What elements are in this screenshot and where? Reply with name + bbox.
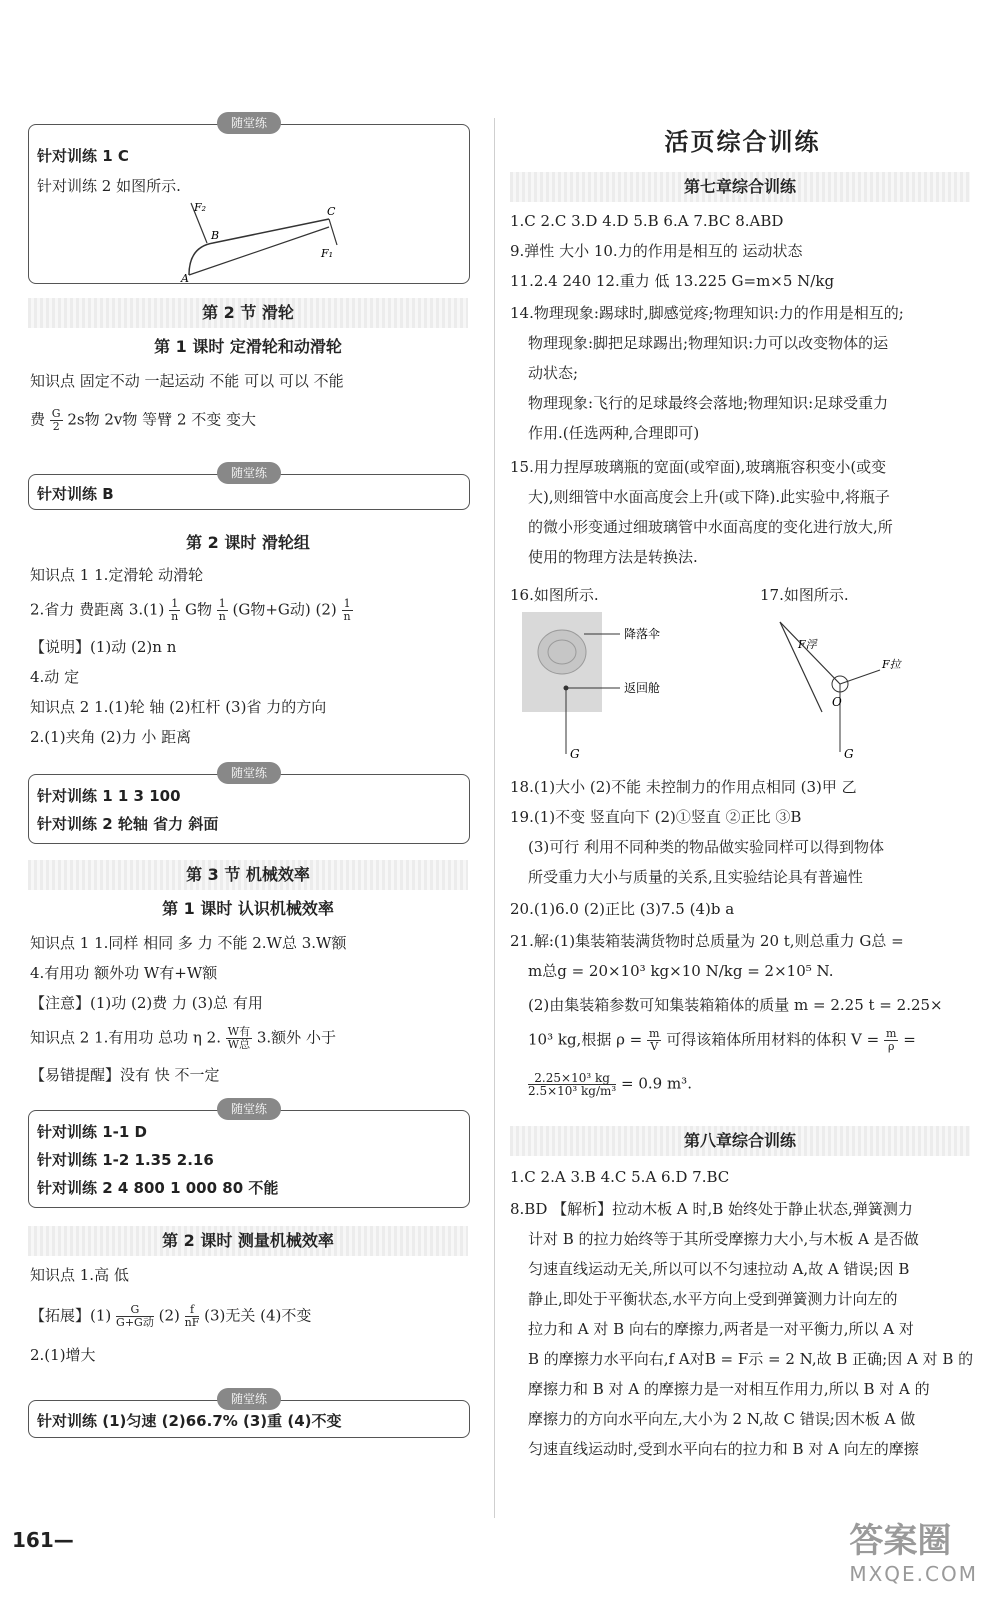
badge: 随堂练 (217, 1388, 281, 1410)
answer-line: 针对训练 2 轮轴 省力 斜面 (37, 815, 219, 833)
note-line: 【易错提醒】没有 快 不一定 (30, 1066, 220, 1084)
text: G物 (184, 600, 212, 619)
answer-line: 拉力和 A 对 B 向右的摩擦力,两者是一对平衡力,所以 A 对 (528, 1320, 914, 1338)
practice-box-2 (28, 466, 470, 510)
badge: 随堂练 (217, 112, 281, 134)
answer-line: 21.解:(1)集装箱装满货物时总质量为 20 t,则总重力 G总 = (510, 932, 904, 950)
numerator: m (886, 1027, 897, 1040)
badge: 随堂练 (217, 462, 281, 484)
fraction: $\frac{1}{n}$ (343, 597, 351, 623)
knowledge-line (30, 1026, 336, 1051)
numerator: G (116, 1304, 154, 1317)
label-F2: F₂ (194, 201, 207, 214)
fraction (884, 1028, 898, 1053)
text: (2) (158, 1306, 180, 1325)
knowledge-line: 2.(1)增大 (30, 1346, 96, 1364)
answer-line: 匀速直线运动无关,所以可以不匀速拉动 A,故 A 错误;因 B (528, 1260, 910, 1278)
knowledge-line: 知识点 2 1.(1)轮 轴 (2)杠杆 (3)省 力的方向 (30, 698, 327, 716)
answer-line: 静止,即处于平衡状态,水平方向上受到弹簧测力计向左的 (528, 1290, 898, 1308)
lesson-title: 第 1 课时 认识机械效率 (162, 899, 334, 918)
watermark (849, 1513, 978, 1586)
force-diagram-17 (760, 612, 960, 762)
numerator: 2.25×10³ kg (528, 1072, 616, 1085)
numerator: f (185, 1304, 200, 1317)
answer-line: 针对训练 1 1 3 100 (37, 787, 181, 805)
watermark-logo: 答案圈 (849, 1521, 952, 1561)
note-line (30, 1304, 311, 1329)
answer-line: 计对 B 的拉力始终等于其所受摩擦力大小,与木板 A 是否做 (528, 1230, 919, 1248)
practice-box-4 (28, 1102, 470, 1208)
label-B: B (211, 229, 220, 242)
fraction (528, 1072, 616, 1097)
answer-line: 物理现象:飞行的足球最终会落地;物理知识:足球受重力 (528, 394, 889, 412)
answer-line: 大),则细管中水面高度会上升(或下降).此实验中,将瓶子 (528, 488, 890, 506)
text: 3.额外 小于 (256, 1028, 336, 1047)
knowledge-line: 4.有用功 额外功 W有+W额 (30, 964, 218, 982)
practice-box-1 (28, 116, 470, 284)
page-number-text: 161 (12, 1528, 54, 1552)
label-F1: F₁ (321, 247, 334, 260)
label-G: G (570, 747, 580, 761)
page-main-title: 活页综合训练 (664, 128, 821, 156)
denominator: n (171, 610, 179, 623)
watermark-url: MXQE.COM (849, 1562, 978, 1586)
answer-line: 针对训练 (1)匀速 (2)66.7% (3)重 (4)不变 (37, 1412, 342, 1430)
answer-line: 针对训练 1-1 D (37, 1123, 147, 1141)
question-17: 17.如图所示. (760, 586, 849, 604)
label-C: C (327, 205, 336, 218)
answer-line: 1.C 2.A 3.B 4.C 5.A 6.D 7.BC (510, 1168, 730, 1186)
answer-line: B 的摩擦力水平向右,f A对B = F示 = 2 N,故 B 正确;因 A 对 B 的 (528, 1350, 974, 1368)
practice-box-5 (28, 1392, 470, 1438)
text: = 0.9 m³. (621, 1074, 692, 1093)
fraction (116, 1304, 154, 1329)
answer-line: 9.弹性 大小 10.力的作用是相互的 运动状态 (510, 242, 803, 260)
lesson-title: 第 1 课时 定滑轮和动滑轮 (154, 337, 342, 356)
label-O: O (832, 695, 842, 709)
answer-line: 针对训练 B (37, 485, 114, 503)
section-title: 第 3 节 机械效率 (28, 860, 468, 890)
answer-line: 所受重力大小与质量的关系,且实验结论具有普遍性 (528, 868, 863, 886)
knowledge-line: 知识点 1 1.定滑轮 动滑轮 (30, 566, 204, 584)
answer-line: 针对训练 1 C (37, 147, 129, 165)
column-divider (494, 118, 495, 1518)
answer-line: 针对训练 2 4 800 1 000 80 不能 (37, 1179, 279, 1197)
note-line: 【说明】(1)动 (2)n n (30, 638, 177, 656)
answer-line: 针对训练 1-2 1.35 2.16 (37, 1151, 214, 1169)
fraction (185, 1304, 200, 1329)
denominator: V (650, 1040, 659, 1053)
label-Fn: F拉 (882, 658, 901, 671)
text: = (903, 1030, 916, 1049)
knowledge-line (30, 598, 353, 623)
answer-line: 20.(1)6.0 (2)正比 (3)7.5 (4)b a (510, 900, 735, 918)
lesson-title: 第 2 课时 滑轮组 (186, 533, 310, 552)
answer-line: 物理现象:脚把足球踢出;物理知识:力可以改变物体的运 (528, 334, 889, 352)
knowledge-line (30, 408, 256, 433)
answer-line: 匀速直线运动时,受到水平向右的拉力和 B 对 A 向左的摩擦 (528, 1440, 919, 1458)
answer-line: 15.用力捏厚玻璃瓶的宽面(或窄面),玻璃瓶容积变小(或变 (510, 458, 887, 476)
text: 【拓展】(1) (30, 1306, 112, 1325)
denominator: W总 (227, 1038, 251, 1051)
numerator: W有 (227, 1025, 251, 1038)
text: 2s物 2v物 等臂 2 不变 变大 (67, 410, 257, 429)
answer-line (528, 1028, 916, 1053)
practice-box-3 (28, 766, 470, 844)
fraction (226, 1026, 252, 1051)
lever-force-diagram (169, 197, 349, 282)
chapter-title: 第八章综合训练 (510, 1126, 970, 1156)
label-A: A (181, 272, 189, 282)
answer-line: 19.(1)不变 竖直向下 (2)①竖直 ②正比 ③B (510, 808, 802, 826)
denominator: 2 (52, 420, 60, 433)
label-G: G (844, 747, 854, 761)
answer-line (528, 1072, 692, 1097)
answer-line: 11.2.4 240 12.重力 低 13.225 G=m×5 N/kg (510, 272, 835, 290)
badge: 随堂练 (217, 762, 281, 784)
answer-line: 8.BD 【解析】拉动木板 A 时,B 始终处于静止状态,弹簧测力 (510, 1200, 913, 1218)
numerator: 1 (171, 597, 179, 610)
fraction (169, 598, 180, 623)
lesson-title: 第 2 课时 测量机械效率 (28, 1226, 468, 1256)
denominator: G+G动 (116, 1316, 154, 1329)
label-umbrella: 降落伞 (624, 627, 661, 641)
knowledge-line: 2.(1)夹角 (2)力 小 距离 (30, 728, 192, 746)
answer-line: 摩擦力和 B 对 A 的摩擦力是一对相互作用力,所以 B 对 A 的 (528, 1380, 930, 1398)
label-Fb: F浮 (798, 638, 817, 651)
answer-line: (3)可行 利用不同种类的物品做实验同样可以得到物体 (528, 838, 885, 856)
parachute-diagram (522, 612, 722, 762)
answer-line: 18.(1)大小 (2)不能 未控制力的作用点相同 (3)甲 乙 (510, 778, 857, 796)
knowledge-line: 知识点 固定不动 一起运动 不能 可以 可以 不能 (30, 372, 344, 390)
answer-line: 摩擦力的方向水平向左,大小为 2 N,故 C 错误;因木板 A 做 (528, 1410, 916, 1428)
denominator: 2.5×10³ kg/m³ (528, 1084, 617, 1098)
fraction (50, 408, 63, 433)
chapter-title: 第七章综合训练 (510, 172, 970, 202)
note-line: 【注意】(1)功 (2)费 力 (3)总 有用 (30, 994, 263, 1012)
answer-line: 1.C 2.C 3.D 4.D 5.B 6.A 7.BC 8.ABD (510, 212, 784, 230)
answer-line: 14.物理现象:踢球时,脚感觉疼;物理知识:力的作用是相互的; (510, 304, 904, 322)
question-16: 16.如图所示. (510, 586, 599, 604)
numerator: G (51, 407, 61, 420)
answer-line: 针对训练 2 如图所示. (37, 177, 181, 195)
text: 10³ kg,根据 ρ = (528, 1030, 643, 1049)
knowledge-line: 知识点 1 1.同样 相同 多 力 不能 2.W总 3.W额 (30, 934, 347, 952)
section-title: 第 2 节 滑轮 (28, 298, 468, 328)
text: (3)无关 (4)不变 (204, 1306, 312, 1325)
knowledge-line: 知识点 1.高 低 (30, 1266, 129, 1284)
text: 知识点 2 1.有用功 总功 η 2. (30, 1028, 221, 1047)
answer-line: (2)由集装箱参数可知集装箱箱体的质量 m = 2.25 t = 2.25× (528, 996, 943, 1014)
denominator: nF (184, 1316, 200, 1329)
text: (G物+G动) (2) (232, 600, 337, 619)
numerator: m (649, 1027, 660, 1040)
knowledge-line: 4.动 定 (30, 668, 80, 686)
answer-line: 动状态; (528, 364, 579, 382)
answer-line: 的微小形变通过细玻璃管中水面高度的变化进行放大,所 (528, 518, 893, 536)
fraction: $\frac{1}{n}$ (218, 597, 226, 623)
answer-line: m总g = 20×10³ kg×10 N/kg = 2×10⁵ N. (528, 962, 834, 980)
text: 2.省力 费距离 3.(1) (30, 600, 165, 619)
denominator: ρ (887, 1040, 895, 1053)
answer-line: 使用的物理方法是转换法. (528, 548, 698, 566)
text: 可得该箱体所用材料的体积 V = (666, 1030, 880, 1049)
fraction (647, 1028, 661, 1053)
label-cabin: 返回舱 (624, 681, 661, 695)
answer-line: 作用.(任选两种,合理即可) (528, 424, 700, 442)
page-number: 161— (12, 1528, 74, 1552)
badge: 随堂练 (217, 1098, 281, 1120)
text: 费 (30, 410, 46, 429)
